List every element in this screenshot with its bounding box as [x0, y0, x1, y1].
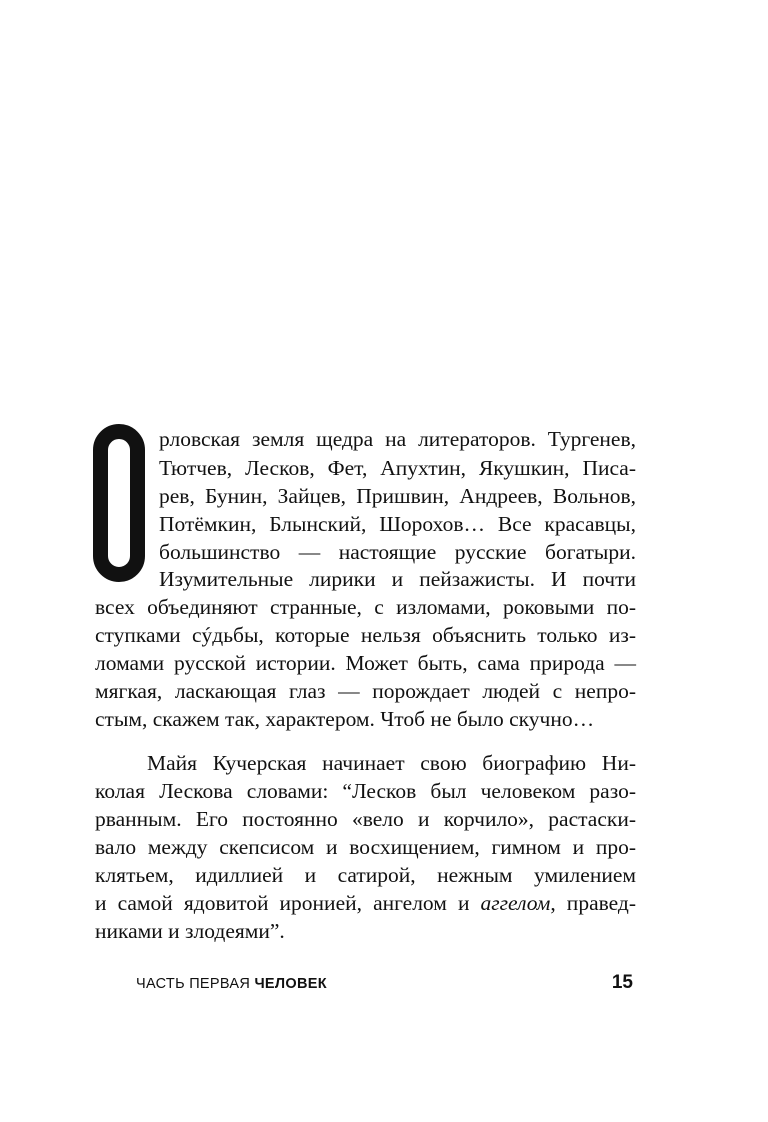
text-line-2: Тютчев, Лесков, Фет, Апухтин, Якушкин, Писа- [159, 456, 636, 480]
text-line-15: вало между скепсисом и восхищением, гимном и про- [95, 835, 636, 859]
footer-section-title: ЧЕЛОВЕК [254, 976, 327, 992]
text-line-17 [95, 890, 636, 917]
footer-part-label: ЧАСТЬ ПЕРВАЯ [136, 976, 255, 992]
text-line-7: всех объединяют странные, с изломами, роковыми по- [95, 595, 636, 619]
text-line-10: мягкая, ласкающая глаз — порождает людей с непро- [95, 679, 636, 703]
text-line-8: ступками сýдьбы, которые нельзя объяснить только из- [95, 623, 636, 647]
drop-cap-letter [93, 424, 145, 582]
text-line-14: рванным. Его постоянно «вело и корчило», растаски- [95, 807, 636, 831]
text-line-9: ломами русской истории. Может быть, сама природа — [95, 651, 636, 675]
page-number: 15 [611, 972, 633, 993]
text-line-1: рловская земля щедра на литераторов. Тургенев, [159, 427, 636, 451]
running-footer [136, 974, 327, 994]
text-line-16: клятьем, идиллией и сатирой, нежным умилением [95, 863, 636, 887]
text-line-5: большинство — настоящие русские богатыри. [159, 540, 636, 564]
text-line-17-start: и самой ядовитой иронией, ангелом и [95, 891, 481, 915]
italic-word: аггелом [480, 891, 551, 915]
text-line-18: никами и злодеями”. [95, 919, 285, 943]
text-line-13: колая Лескова словами: “Лесков был человеком разо- [95, 779, 636, 803]
text-line-3: рев, Бунин, Зайцев, Пришвин, Андреев, Вольнов, [159, 484, 636, 508]
text-line-6: Изумительные лирики и пейзажисты. И почти [159, 567, 636, 591]
text-line-17-end: , правед- [550, 891, 636, 915]
text-line-11: стым, скажем так, характером. Чтоб не было скучно… [95, 707, 595, 731]
text-line-4: Потёмкин, Блынский, Шорохов… Все красавцы, [159, 512, 636, 536]
text-line-12: Майя Кучерская начинает свою биографию Ни- [147, 751, 636, 775]
